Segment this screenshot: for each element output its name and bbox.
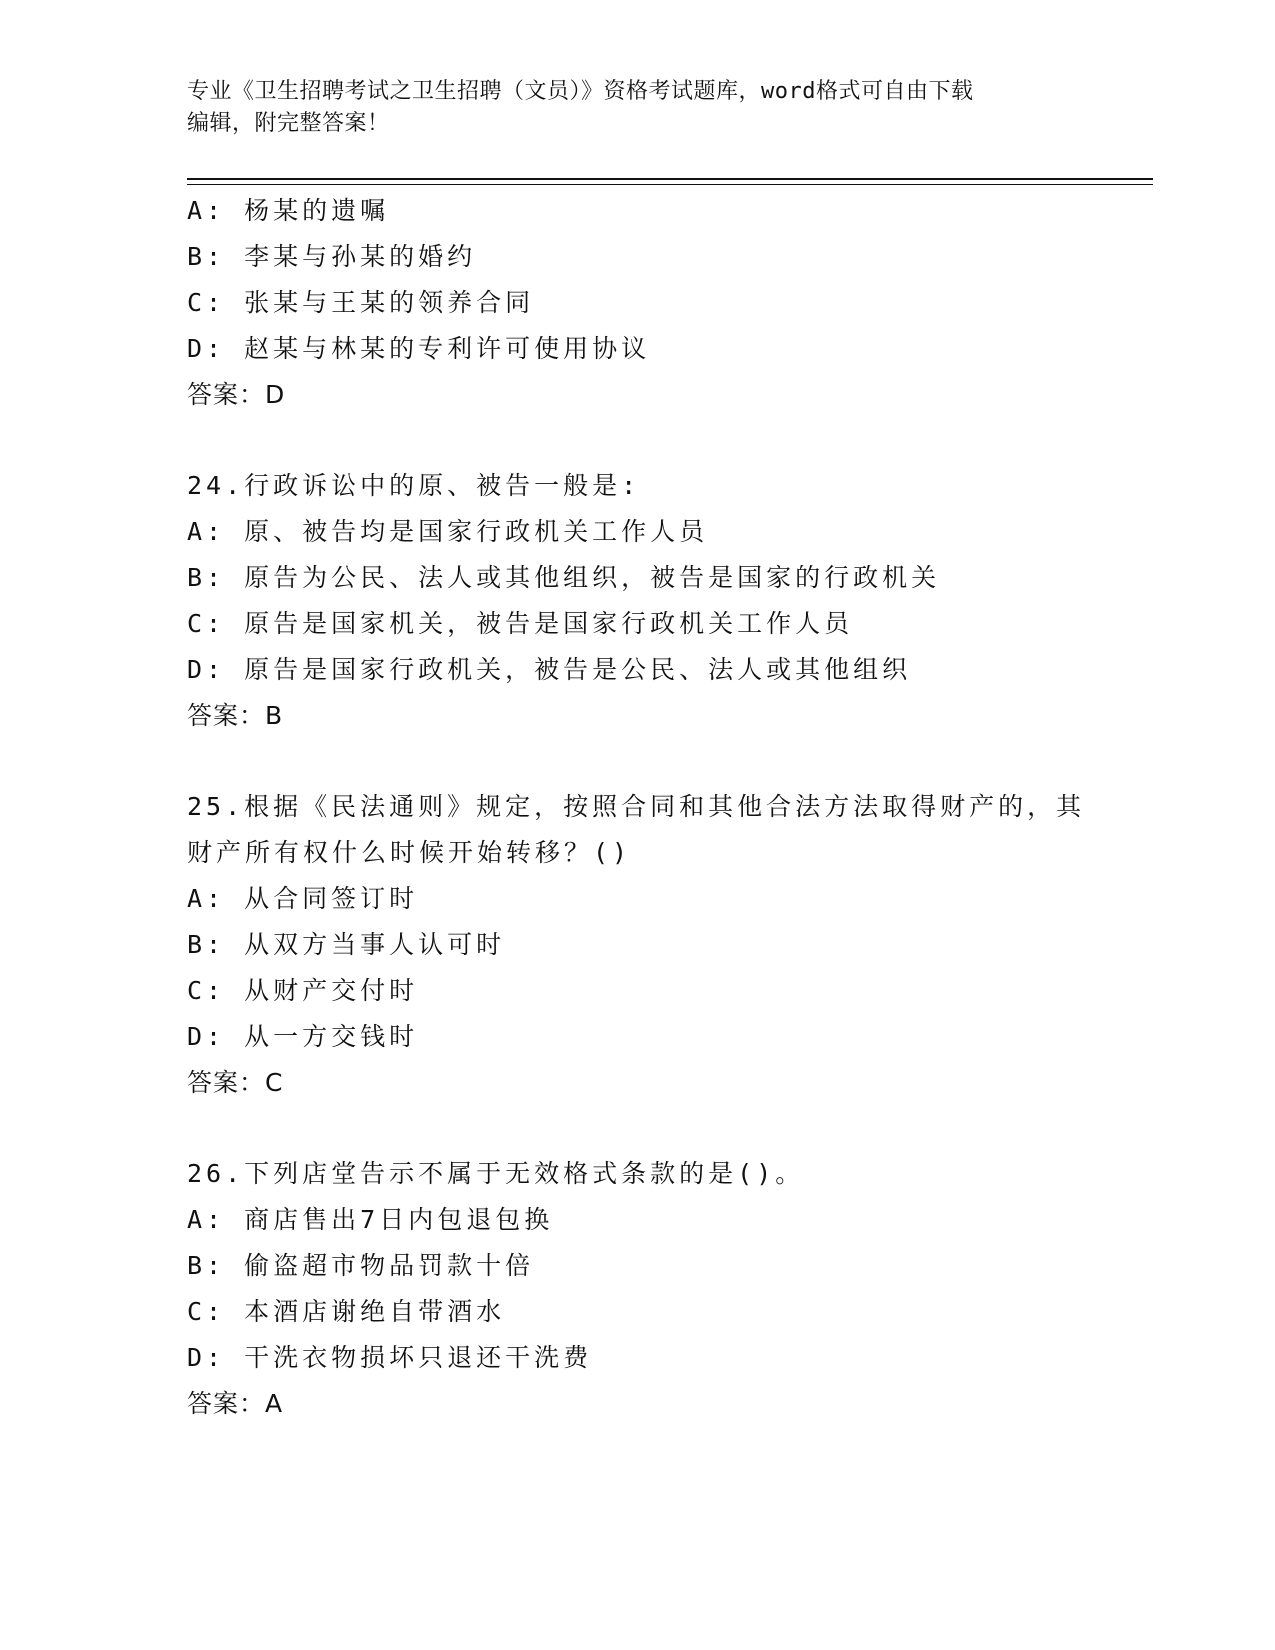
spacer [187,1106,1087,1151]
option-b: B: 李某与孙某的婚约 [187,242,477,271]
option-d: D: 赵某与林某的专利许可使用协议 [187,334,651,363]
option-a: A: 从合同签订时 [187,884,419,913]
spacer [187,418,1087,463]
spacer [187,739,1087,784]
header-divider-thick [187,178,1153,180]
option-a: A: 商店售出7日内包退包换 [187,1205,554,1234]
option-d: D: 从一方交钱时 [187,1022,419,1051]
question-text: 24.行政诉讼中的原、被告一般是: [187,471,641,500]
question-text: 26.下列店堂告示不属于无效格式条款的是()。 [187,1159,805,1188]
answer: 答案：B [187,701,284,730]
option-c: C: 本酒店谢绝自带酒水 [187,1297,506,1326]
option-b: B: 原告为公民、法人或其他组织，被告是国家的行政机关 [187,563,941,592]
question-text-line-2: 财产所有权什么时候开始转移？() [187,838,632,867]
document-header [187,76,1087,140]
question-23 [187,188,1087,418]
question-list [187,188,1087,1427]
question-25 [187,784,1087,1106]
option-b: B: 偷盗超市物品罚款十倍 [187,1251,535,1280]
header-divider-thin [187,184,1153,185]
answer: 答案：D [187,380,286,409]
answer: 答案：A [187,1389,284,1418]
option-c: C: 原告是国家机关，被告是国家行政机关工作人员 [187,609,854,638]
option-a: A: 原、被告均是国家行政机关工作人员 [187,517,709,546]
option-c: C: 张某与王某的领养合同 [187,288,535,317]
question-26 [187,1151,1087,1427]
option-d: D: 原告是国家行政机关，被告是公民、法人或其他组织 [187,655,912,684]
header-line-1: 专业《卫生招聘考试之卫生招聘（文员）》资格考试题库，word格式可自由下载 [187,79,974,104]
option-d: D: 干洗衣物损坏只退还干洗费 [187,1343,593,1372]
question-text-line-1: 25.根据《民法通则》规定，按照合同和其他合法方法取得财产的，其 [187,792,1086,821]
option-a: A: 杨某的遗嘱 [187,196,390,225]
option-b: B: 从双方当事人认可时 [187,930,506,959]
answer: 答案：C [187,1068,284,1097]
option-c: C: 从财产交付时 [187,976,419,1005]
question-24 [187,463,1087,739]
header-line-2: 编辑，附完整答案！ [187,111,390,136]
